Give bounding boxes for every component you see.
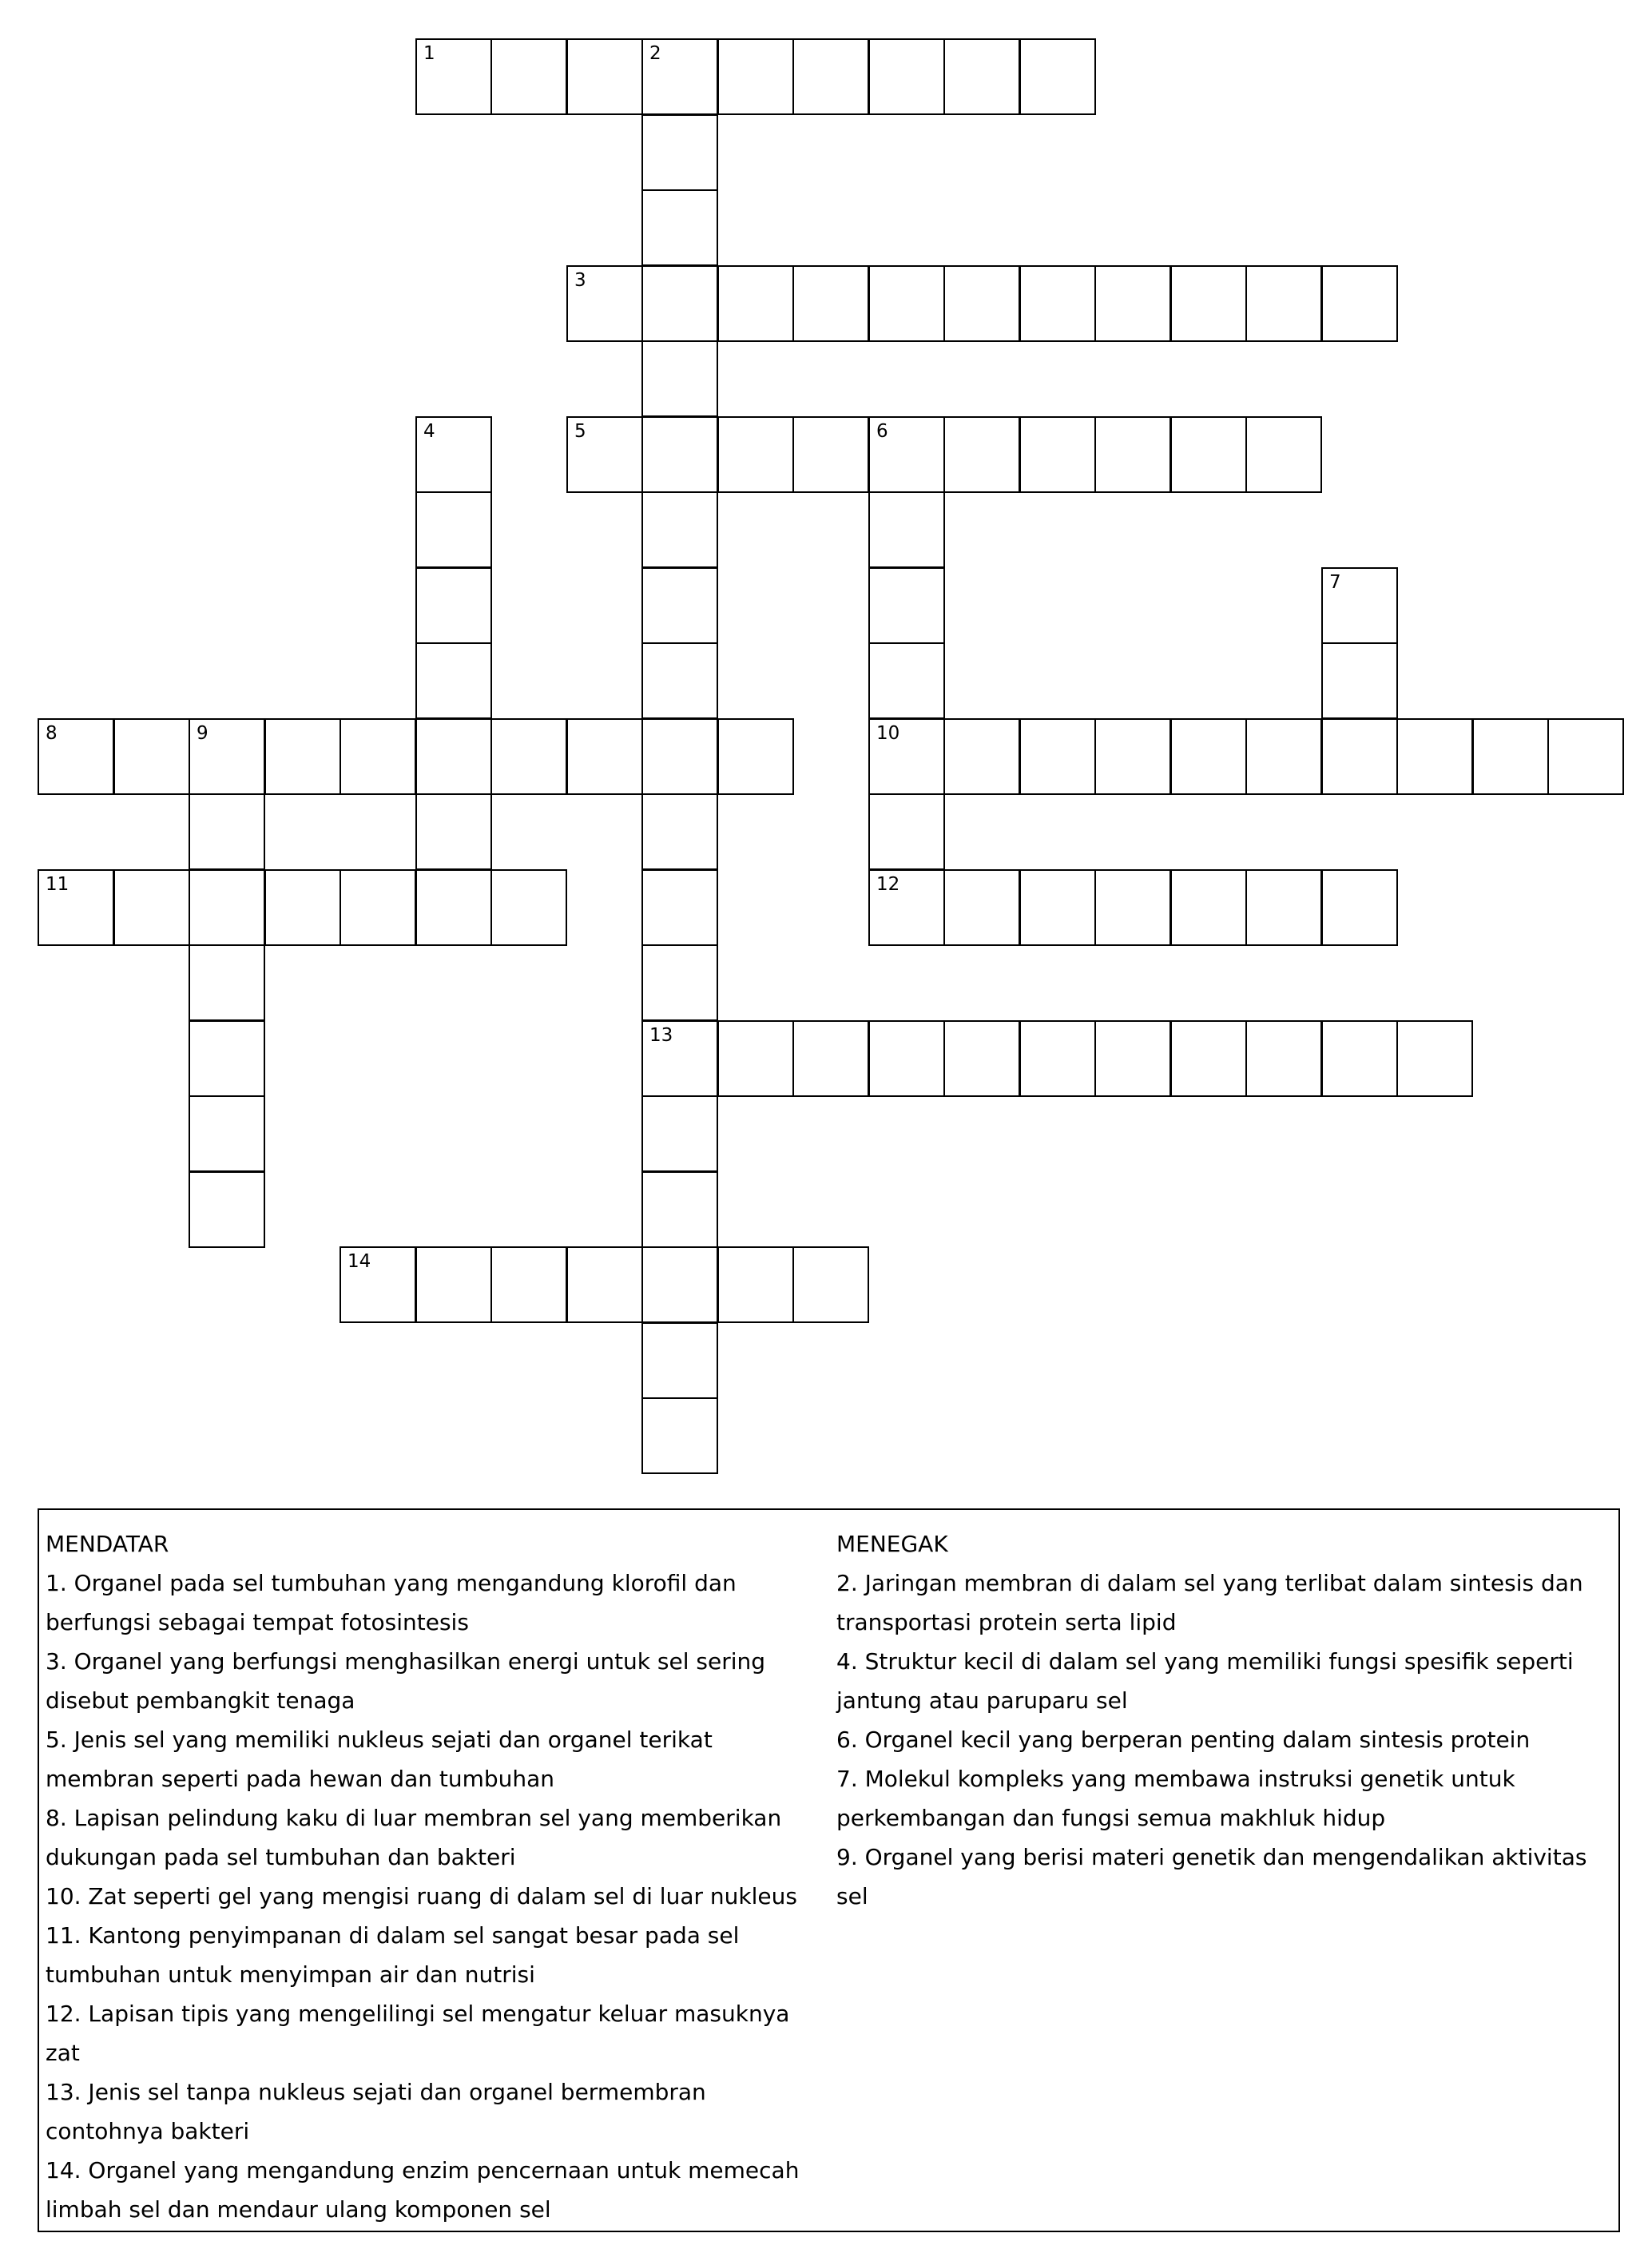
grid-cell[interactable]: [641, 1020, 718, 1097]
grid-cell[interactable]: [415, 642, 492, 719]
clue-down-7: 7. Molekul kompleks yang membawa instruksi genetik untuk perkembangan dan fungsi semua makhluk hidup: [836, 1766, 1515, 1831]
grid-cell[interactable]: [1019, 38, 1096, 115]
grid-cell[interactable]: [1547, 718, 1624, 795]
grid-cell[interactable]: [415, 1246, 492, 1323]
grid-cell[interactable]: [717, 416, 794, 493]
grid-cell[interactable]: [340, 869, 416, 946]
grid-cell[interactable]: [1321, 718, 1398, 795]
clues-across: [46, 1524, 824, 2229]
clue-number: 7: [1329, 572, 1341, 593]
grid-cell[interactable]: [792, 265, 869, 342]
grid-cell[interactable]: [717, 1246, 794, 1323]
grid-cell[interactable]: [943, 416, 1020, 493]
grid-cell[interactable]: [1170, 1020, 1247, 1097]
grid-cell[interactable]: [868, 718, 945, 795]
grid-cell[interactable]: [641, 1246, 718, 1323]
grid-cell[interactable]: [189, 944, 265, 1021]
grid-cell[interactable]: [943, 38, 1020, 115]
grid-cell[interactable]: [717, 1020, 794, 1097]
grid-cell[interactable]: [641, 1095, 718, 1172]
grid-cell[interactable]: [415, 491, 492, 568]
grid-cell[interactable]: [1472, 718, 1549, 795]
grid-cell[interactable]: [717, 38, 794, 115]
clue-number: 3: [574, 270, 586, 291]
grid-cell[interactable]: [113, 869, 190, 946]
grid-cell[interactable]: [1321, 869, 1398, 946]
clue-down-4: 4. Struktur kecil di dalam sel yang memiliki fungsi spesifik seperti jantung atau paruparu sel: [836, 1648, 1574, 1714]
grid-cell[interactable]: [38, 718, 114, 795]
grid-cell[interactable]: [490, 38, 567, 115]
grid-cell[interactable]: [566, 1246, 643, 1323]
clue-number: 14: [347, 1251, 371, 1272]
grid-cell[interactable]: [113, 718, 190, 795]
grid-cell[interactable]: [490, 869, 567, 946]
grid-cell[interactable]: [641, 1171, 718, 1248]
clue-number: 13: [649, 1025, 673, 1046]
grid-cell[interactable]: [340, 718, 416, 795]
clue-down-2: 2. Jaringan membran di dalam sel yang terlibat dalam sintesis dan transportasi protein serta lipid: [836, 1570, 1583, 1635]
grid-cell[interactable]: [1170, 265, 1247, 342]
grid-cell[interactable]: [1094, 416, 1171, 493]
grid-cell[interactable]: [868, 642, 945, 719]
grid-cell[interactable]: [415, 718, 492, 795]
grid-cell[interactable]: [1094, 718, 1171, 795]
grid-cell[interactable]: [1321, 642, 1398, 719]
clue-number: 2: [649, 43, 661, 64]
grid-cell[interactable]: [189, 793, 265, 870]
clue-number: 8: [46, 723, 58, 744]
clue-number: 11: [46, 874, 69, 895]
clues-down: [836, 1524, 1615, 1916]
clue-across-8: 8. Lapisan pelindung kaku di luar membran sel yang memberikan dukungan pada sel tumbuhan dan bakteri: [46, 1805, 782, 1870]
clue-number: 6: [876, 421, 888, 442]
grid-cell[interactable]: [1019, 718, 1096, 795]
grid-cell[interactable]: [264, 869, 341, 946]
grid-cell[interactable]: [1245, 718, 1322, 795]
grid-cell[interactable]: [415, 869, 492, 946]
clue-across-5: 5. Jenis sel yang memiliki nukleus sejati dan organel terikat membran seperti pada hewan dan tumbuhan: [46, 1727, 713, 1792]
grid-cell[interactable]: [792, 38, 869, 115]
grid-cell[interactable]: [415, 793, 492, 870]
grid-cell[interactable]: [943, 869, 1020, 946]
grid-cell[interactable]: [641, 114, 718, 191]
grid-cell[interactable]: [1245, 869, 1322, 946]
grid-cell[interactable]: [641, 265, 718, 342]
grid-cell[interactable]: [1094, 265, 1171, 342]
clue-across-13: 13. Jenis sel tanpa nukleus sejati dan organel bermembran contohnya bakteri: [46, 2079, 706, 2144]
grid-cell[interactable]: [490, 1246, 567, 1323]
grid-cell[interactable]: [1245, 265, 1322, 342]
clue-number: 1: [423, 43, 435, 64]
grid-cell[interactable]: [868, 265, 945, 342]
grid-cell[interactable]: [943, 1020, 1020, 1097]
grid-cell[interactable]: [868, 869, 945, 946]
clue-number: 5: [574, 421, 586, 442]
grid-cell[interactable]: [868, 567, 945, 644]
grid-cell[interactable]: [1396, 718, 1473, 795]
grid-cell[interactable]: [1170, 718, 1247, 795]
clues-down-heading: MENEGAK: [836, 1531, 948, 1557]
grid-cell[interactable]: [566, 265, 643, 342]
grid-cell[interactable]: [1094, 869, 1171, 946]
grid-cell[interactable]: [1321, 265, 1398, 342]
grid-cell[interactable]: [189, 1095, 265, 1172]
clue-down-6: 6. Organel kecil yang berperan penting dalam sintesis protein: [836, 1727, 1531, 1753]
grid-cell[interactable]: [868, 1020, 945, 1097]
grid-cell[interactable]: [1019, 265, 1096, 342]
grid-cell[interactable]: [868, 38, 945, 115]
grid-cell[interactable]: [792, 1020, 869, 1097]
grid-cell[interactable]: [641, 642, 718, 719]
grid-cell[interactable]: [1094, 1020, 1171, 1097]
clue-number: 4: [423, 421, 435, 442]
grid-cell[interactable]: [1019, 1020, 1096, 1097]
grid-cell[interactable]: [1245, 416, 1322, 493]
clue-across-14: 14. Organel yang mengandung enzim pencernaan untuk memecah limbah sel dan mendaur ulang komponen sel: [46, 2157, 800, 2223]
grid-cell[interactable]: [717, 718, 794, 795]
grid-cell[interactable]: [1170, 416, 1247, 493]
grid-cell[interactable]: [415, 416, 492, 493]
clue-across-11: 11. Kantong penyimpanan di dalam sel sangat besar pada sel tumbuhan untuk menyimpan air dan nutrisi: [46, 1922, 740, 1988]
grid-cell[interactable]: [566, 416, 643, 493]
grid-cell[interactable]: [566, 38, 643, 115]
grid-cell[interactable]: [189, 1171, 265, 1248]
grid-cell[interactable]: [490, 718, 567, 795]
clue-across-3: 3. Organel yang berfungsi menghasilkan energi untuk sel sering disebut pembangkit tenaga: [46, 1648, 766, 1714]
grid-cell[interactable]: [943, 265, 1020, 342]
grid-cell[interactable]: [641, 793, 718, 870]
grid-cell[interactable]: [38, 869, 114, 946]
grid-cell[interactable]: [641, 718, 718, 795]
grid-cell[interactable]: [1396, 1020, 1473, 1097]
clues-box: [38, 1508, 1620, 2232]
grid-cell[interactable]: [1019, 416, 1096, 493]
clue-across-1: 1. Organel pada sel tumbuhan yang mengandung klorofil dan berfungsi sebagai tempat fotosintesis: [46, 1570, 737, 1635]
grid-cell[interactable]: [641, 567, 718, 644]
grid-cell[interactable]: [868, 416, 945, 493]
clue-number: 12: [876, 874, 900, 895]
clues-across-heading: MENDATAR: [46, 1531, 169, 1557]
clue-down-9: 9. Organel yang berisi materi genetik dan mengendalikan aktivitas sel: [836, 1844, 1587, 1909]
grid-cell[interactable]: [1170, 869, 1247, 946]
grid-cell[interactable]: [415, 38, 492, 115]
grid-cell[interactable]: [1321, 1020, 1398, 1097]
grid-cell[interactable]: [566, 718, 643, 795]
grid-cell[interactable]: [189, 1020, 265, 1097]
grid-cell[interactable]: [641, 340, 718, 417]
grid-cell[interactable]: [189, 718, 265, 795]
clue-number: 10: [876, 723, 900, 744]
grid-cell[interactable]: [792, 416, 869, 493]
grid-cell[interactable]: [641, 416, 718, 493]
grid-cell[interactable]: [641, 1397, 718, 1474]
grid-cell[interactable]: [641, 1322, 718, 1399]
grid-cell[interactable]: [415, 567, 492, 644]
clue-number: 9: [197, 723, 208, 744]
grid-cell[interactable]: [641, 944, 718, 1021]
grid-cell[interactable]: [340, 1246, 416, 1323]
grid-cell[interactable]: [641, 491, 718, 568]
clue-across-10: 10. Zat seperti gel yang mengisi ruang di dalam sel di luar nukleus: [46, 1883, 797, 1909]
grid-cell[interactable]: [792, 1246, 869, 1323]
grid-cell[interactable]: [868, 793, 945, 870]
grid-cell[interactable]: [264, 718, 341, 795]
grid-cell[interactable]: [641, 869, 718, 946]
grid-cell[interactable]: [1245, 1020, 1322, 1097]
grid-cell[interactable]: [641, 38, 718, 115]
clue-across-12: 12. Lapisan tipis yang mengelilingi sel mengatur keluar masuknya zat: [46, 2001, 790, 2066]
grid-cell[interactable]: [1019, 869, 1096, 946]
grid-cell[interactable]: [189, 869, 265, 946]
grid-cell[interactable]: [943, 718, 1020, 795]
grid-cell[interactable]: [641, 189, 718, 266]
grid-cell[interactable]: [868, 491, 945, 568]
grid-cell[interactable]: [717, 265, 794, 342]
grid-cell[interactable]: [1321, 567, 1398, 644]
